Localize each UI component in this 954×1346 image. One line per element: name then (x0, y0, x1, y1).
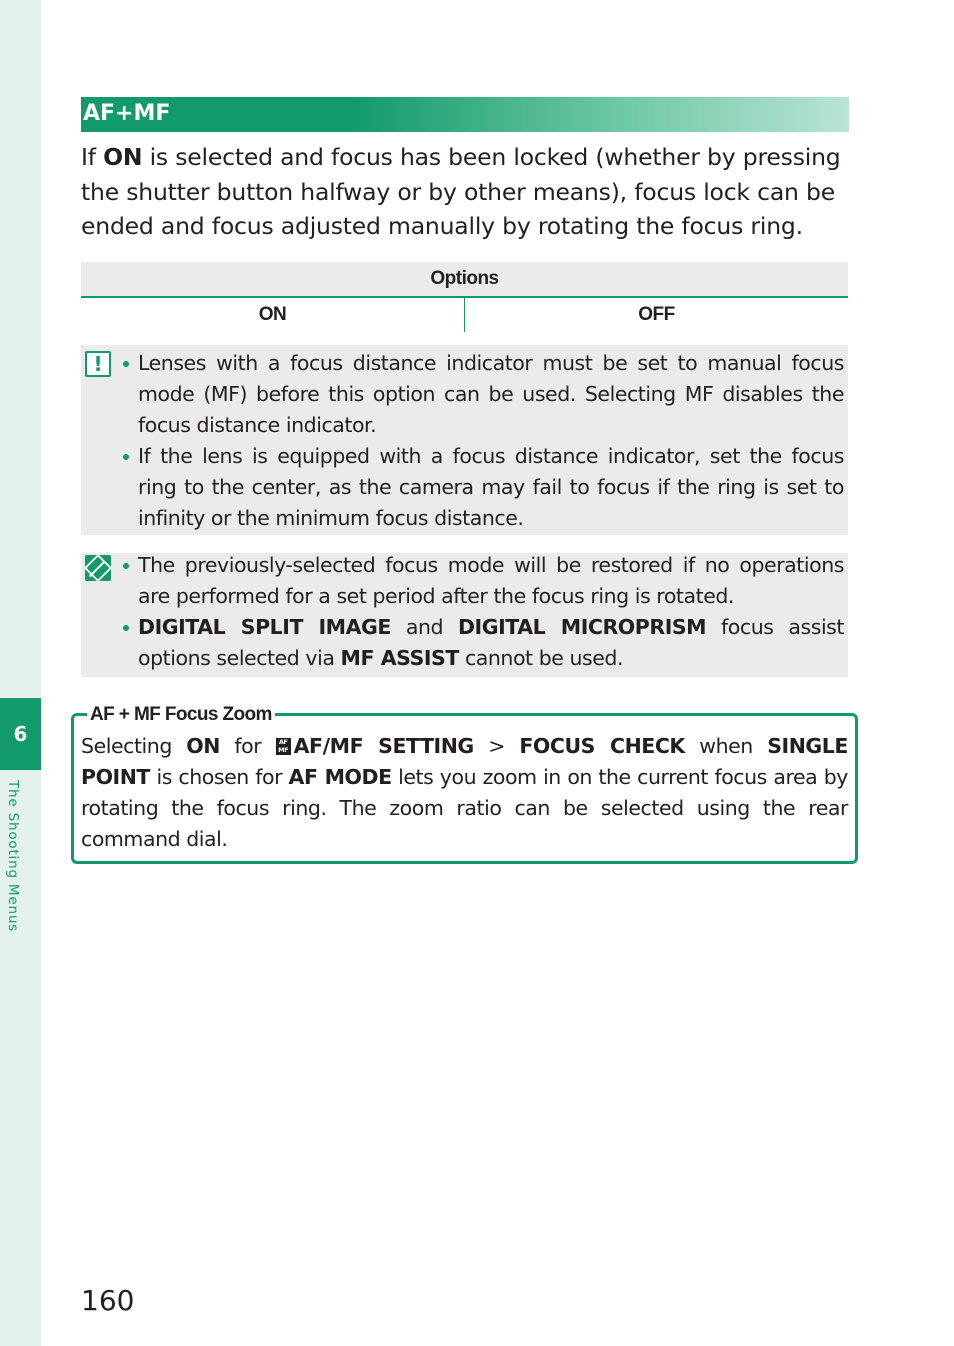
af-mf-icon-bottom: MF (278, 746, 289, 754)
intro-text-post: is selected and focus has been locked (whether by pressing the shutter button halfway or by other means), focus lock can be ended and focus adjusted manually by rotating the focus ring. (81, 143, 841, 240)
tip-item (121, 612, 844, 674)
section-title: AF+MF (83, 101, 171, 126)
focus-zoom-box (71, 704, 858, 864)
caution-item: If the lens is equipped with a focus distance indicator, set the focus ring to the center, as the camera may fail to focus if the ring is set to infinity or the minimum focus distance. (121, 441, 844, 534)
intro-on-term: ON (103, 143, 143, 171)
tip-text: focus assist options selected via (138, 615, 845, 670)
focus-zoom-title: AF + MF Focus Zoom (87, 703, 275, 727)
fz-check-term: FOCUS CHECK (519, 734, 685, 758)
option-on: ON (81, 298, 465, 332)
fz-on-term: ON (186, 734, 220, 758)
tip-text: and (390, 615, 458, 639)
fz-text: for (219, 734, 276, 758)
side-strip (0, 0, 41, 1346)
tip-list (121, 550, 844, 674)
fz-text: is chosen for (149, 765, 289, 789)
caution-icon (85, 351, 111, 377)
pencil-icon (85, 555, 111, 581)
term-mf-assist: MF ASSIST (340, 646, 459, 670)
intro-text-pre: If (81, 143, 104, 171)
af-mf-menu-icon (276, 738, 291, 755)
fz-text: Selecting (81, 734, 187, 758)
caution-list (121, 348, 844, 534)
options-table-header: Options (81, 262, 848, 298)
term-microprism: DIGITAL MICROPRISM (457, 615, 707, 639)
tip-text: cannot be used. (458, 646, 624, 670)
chapter-label: The Shooting Menus (5, 780, 21, 933)
fz-separator: > (473, 734, 520, 758)
section-heading-bar (81, 97, 849, 132)
fz-mode-term: AF MODE (288, 765, 392, 789)
fz-setting-term: AF/MF SETTING (293, 734, 474, 758)
fz-text: lets you zoom in on the current focus area by rotating the focus ring. The zoom ratio can be selected using the rear command dial. (81, 765, 848, 851)
chapter-tab: 6 (0, 698, 41, 770)
note-icon (85, 555, 111, 581)
caution-item: Lenses with a focus distance indicator must be set to manual focus mode (MF) before this option can be used. Selecting MF disables the focus distance indicator. (121, 348, 844, 441)
tip-note (81, 553, 848, 677)
page-number: 160 (81, 1284, 135, 1317)
fz-text: when (684, 734, 768, 758)
options-table-row (81, 298, 848, 332)
af-mf-icon-top: AF (278, 738, 288, 746)
intro-paragraph (81, 140, 853, 244)
option-off: OFF (638, 304, 675, 325)
tip-item: The previously-selected focus mode will be restored if no operations are performed for a set period after the focus ring is rotated. (121, 550, 844, 612)
term-split-image: DIGITAL SPLIT IMAGE (138, 615, 391, 639)
fz-single-term: SINGLE POINT (81, 734, 848, 789)
caution-note (81, 345, 848, 535)
focus-zoom-text (81, 731, 848, 855)
